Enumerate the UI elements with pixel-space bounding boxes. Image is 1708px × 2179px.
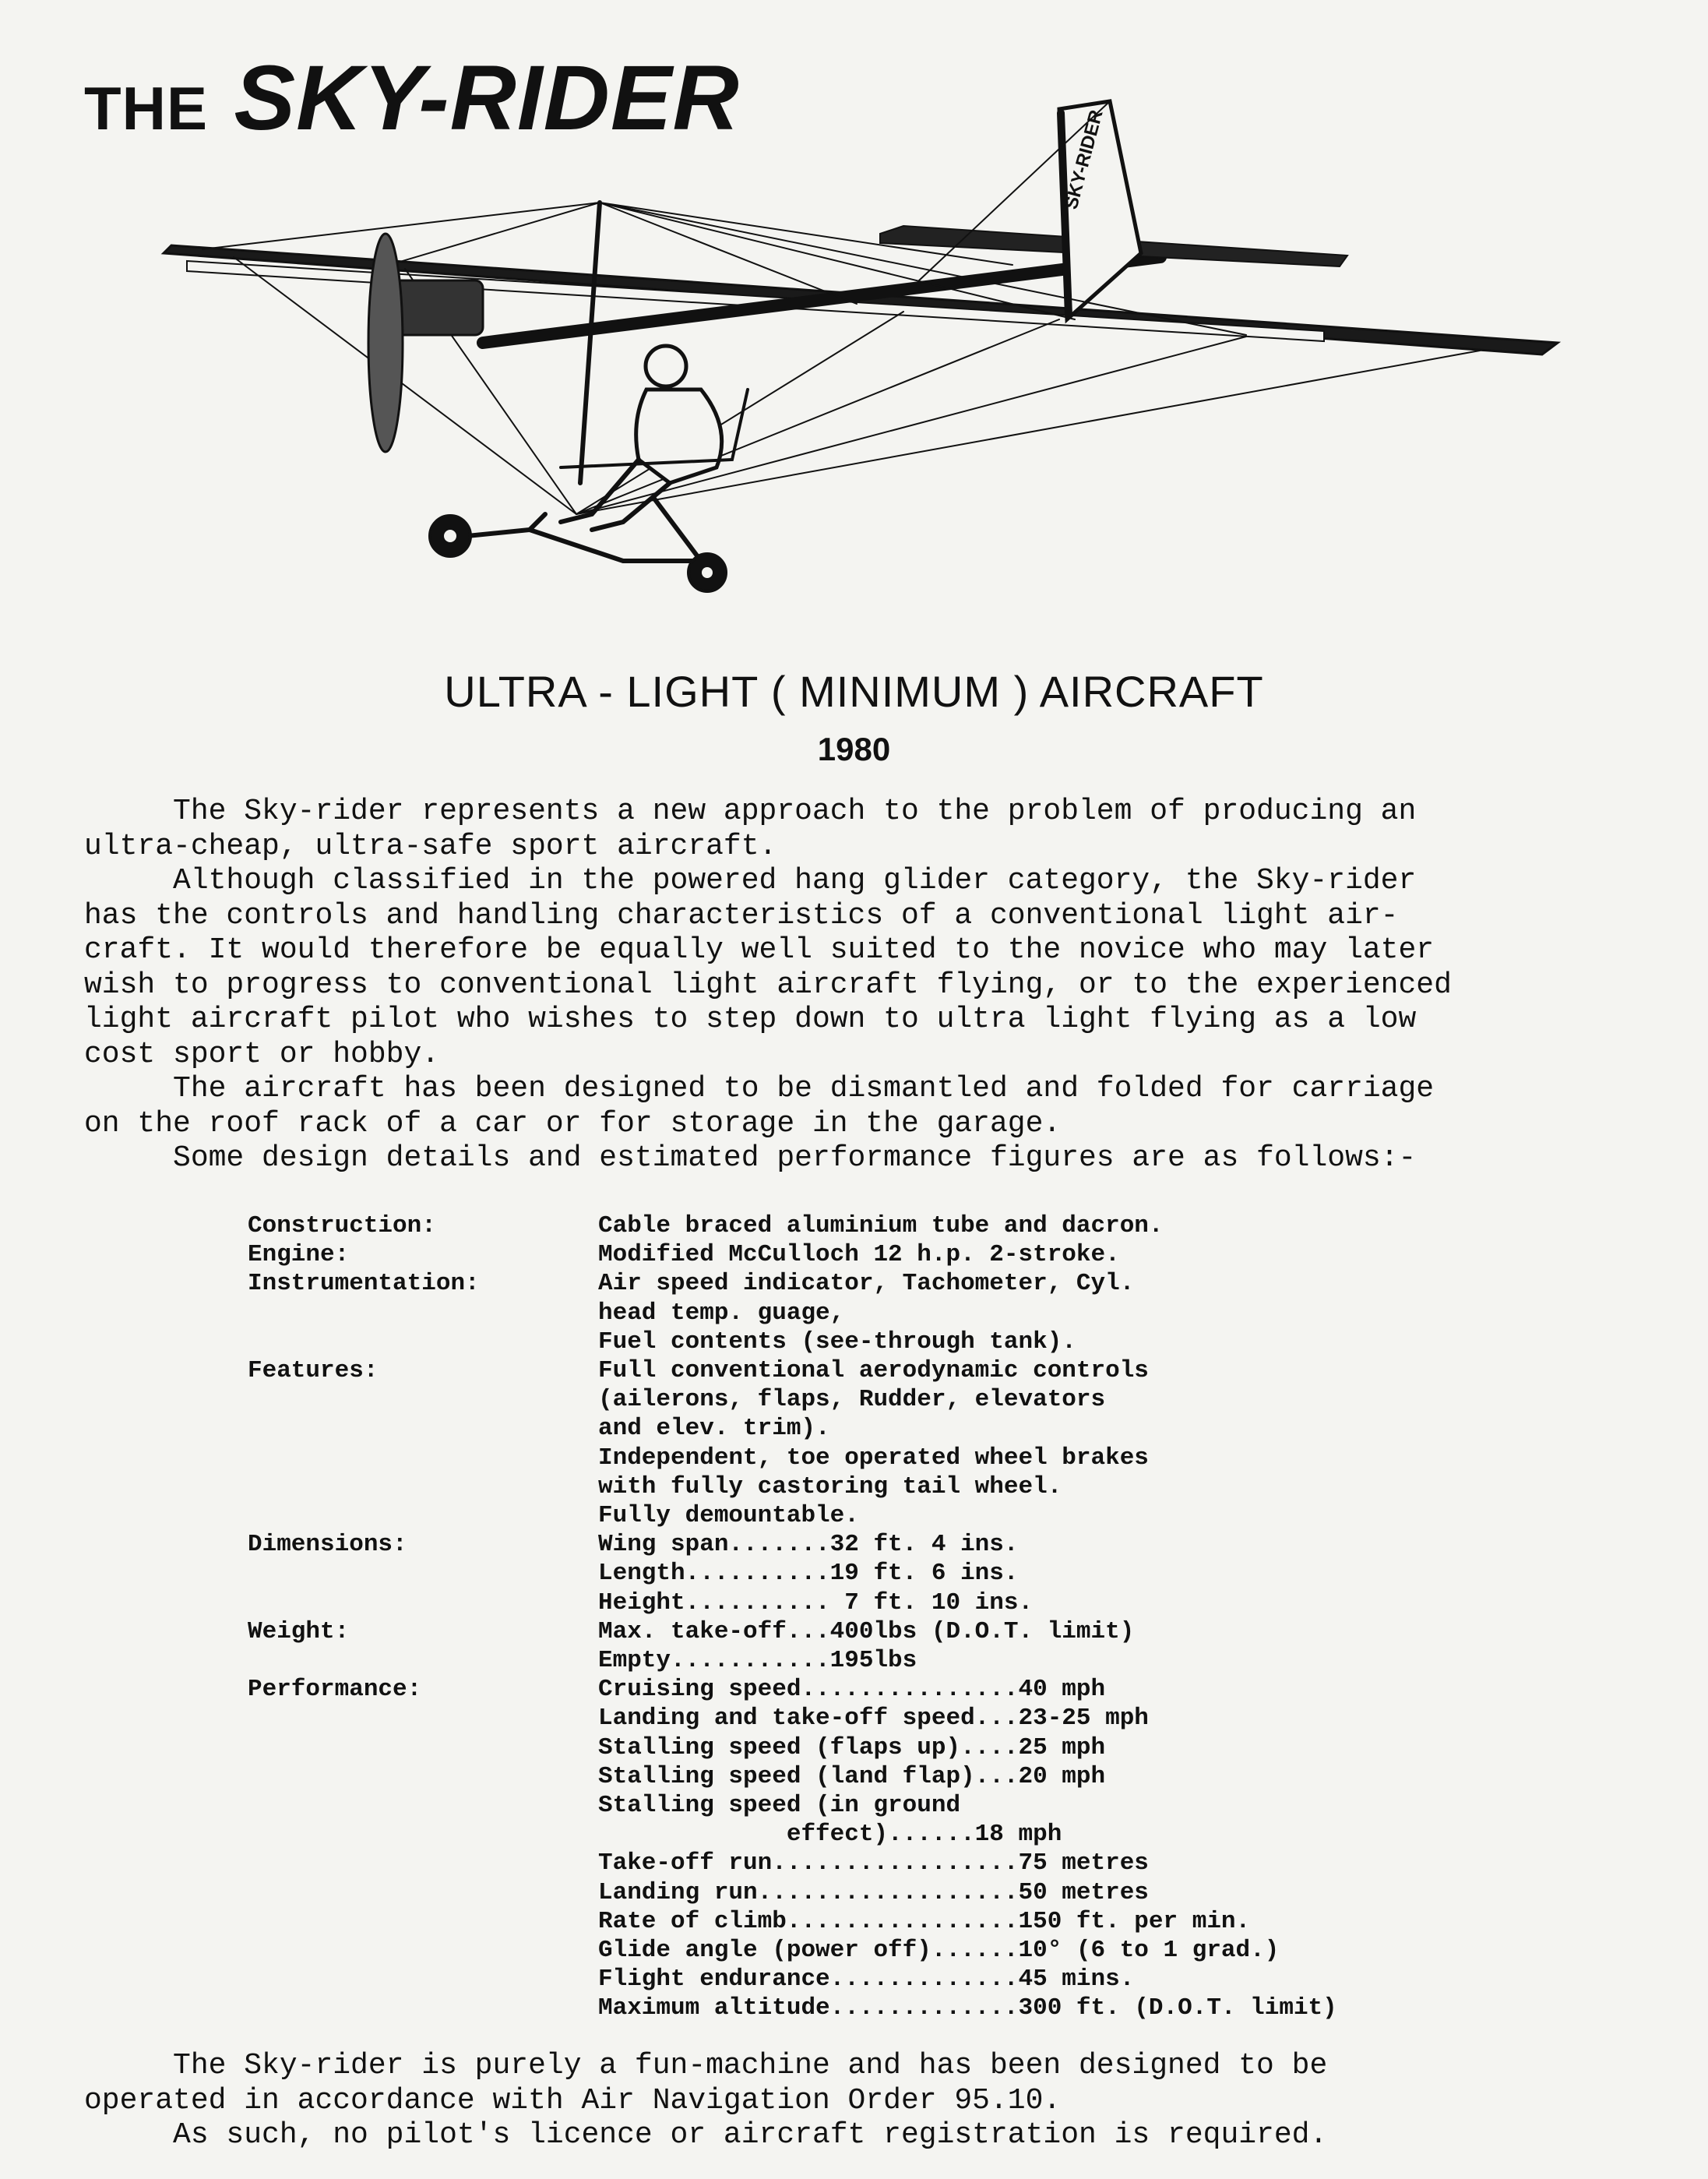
- closing-text: [84, 2049, 1665, 2153]
- undercarriage: [452, 499, 701, 561]
- year: 1980: [817, 731, 891, 767]
- spec-value: Modified McCulloch 12 h.p. 2-stroke.: [598, 1241, 1120, 1269]
- text-line: As such, no pilot's licence or aircraft registration is required.: [84, 2118, 1328, 2152]
- subtitle: ULTRA - LIGHT ( MINIMUM ) AIRCRAFT: [444, 667, 1264, 716]
- spec-value: Cruising speed...............40 mph: [598, 1676, 1106, 1704]
- text-line: light aircraft pilot who wishes to step down to ultra light flying as a low: [84, 1003, 1417, 1036]
- king-post: [580, 203, 600, 483]
- tail-lettering: SKY-RIDER: [1060, 108, 1108, 212]
- text-line: craft. It would therefore be equally well suited to the novice who may later: [84, 933, 1435, 967]
- pilot-body: [636, 390, 722, 483]
- spec-value: Wing span.......32 ft. 4 ins.: [598, 1531, 1019, 1559]
- text-line: The Sky-rider represents a new approach to the problem of producing an: [84, 795, 1417, 828]
- intro-text: [84, 795, 1665, 1176]
- spec-label: Weight:: [248, 1617, 350, 1645]
- spec-value: Fully demountable.: [598, 1502, 859, 1530]
- spec-row-engine: [248, 1240, 1494, 1269]
- tail-boom: [483, 257, 1160, 343]
- spec-row-instrumentation: [248, 1269, 1494, 1356]
- spec-label: Dimensions:: [248, 1531, 407, 1559]
- text-line: The aircraft has been designed to be dismantled and folded for carriage: [84, 1072, 1435, 1105]
- spec-row-dimensions: [248, 1530, 1494, 1617]
- spec-row-features: [248, 1356, 1494, 1530]
- text-line: Although classified in the powered hang glider category, the Sky-rider: [84, 864, 1417, 897]
- spec-label: Features:: [248, 1357, 379, 1385]
- spec-value: Max. take-off...400lbs (D.O.T. limit): [598, 1617, 1135, 1645]
- pilot-head: [646, 346, 686, 386]
- spec-value: Full conventional aerodynamic controls: [598, 1357, 1149, 1385]
- spec-value: Cable braced aluminium tube and dacron.: [598, 1212, 1164, 1239]
- spec-value: Stalling speed (flaps up)....25 mph: [598, 1733, 1106, 1761]
- spec-value: Fuel contents (see-through tank).: [598, 1327, 1076, 1356]
- propeller: [368, 234, 403, 452]
- spec-value: Independent, toe operated wheel brakes: [598, 1444, 1149, 1472]
- text-line: on the roof rack of a car or for storage in the garage.: [84, 1106, 1062, 1141]
- spec-value: Stalling speed (in ground: [598, 1792, 961, 1820]
- text-line: has the controls and handling characteristics of a conventional light air-: [84, 898, 1399, 933]
- aircraft-illustration: [156, 93, 1573, 608]
- spec-value: Empty...........195lbs: [598, 1647, 917, 1675]
- spec-table: [248, 1211, 1494, 2023]
- title-the: THE: [84, 74, 208, 143]
- spec-value: (ailerons, flaps, Rudder, elevators: [598, 1386, 1106, 1414]
- text-line: Some design details and estimated performance figures are as follows:-: [84, 1141, 1417, 1175]
- spec-value: Landing run..................50 metres: [598, 1878, 1149, 1906]
- spec-value: Rate of climb................150 ft. per min.: [598, 1907, 1251, 1935]
- spec-value: with fully castoring tail wheel.: [598, 1472, 1062, 1500]
- text-line: The Sky-rider is purely a fun-machine and has been designed to be: [84, 2049, 1328, 2082]
- spec-label: Construction:: [248, 1212, 436, 1239]
- spec-value: Maximum altitude.............300 ft. (D.O.T. limit): [598, 1994, 1337, 2022]
- spec-value: and elev. trim).: [598, 1415, 830, 1443]
- spec-value: Air speed indicator, Tachometer, Cyl.: [598, 1270, 1135, 1298]
- text-line: cost sport or hobby.: [84, 1037, 440, 1071]
- spec-value: Stalling speed (land flap)...20 mph: [598, 1762, 1106, 1790]
- spec-value: Height.......... 7 ft. 10 ins.: [598, 1588, 1034, 1617]
- spec-value: effect)......18 mph: [598, 1821, 1062, 1849]
- spec-value: Flight endurance.............45 mins.: [598, 1966, 1135, 1994]
- spec-row-weight: [248, 1617, 1494, 1675]
- text-line: operated in accordance with Air Navigation Order 95.10.: [84, 2083, 1062, 2117]
- spec-value: Take-off run.................75 metres: [598, 1849, 1149, 1878]
- spec-value: Landing and take-off speed...23-25 mph: [598, 1705, 1149, 1733]
- spec-value: Length..........19 ft. 6 ins.: [598, 1560, 1019, 1588]
- spec-value: head temp. guage,: [598, 1299, 845, 1327]
- text-line: ultra-cheap, ultra-safe sport aircraft.: [84, 829, 777, 863]
- spec-label: Performance:: [248, 1676, 422, 1704]
- spec-label: Instrumentation:: [248, 1270, 480, 1298]
- spec-label: Engine:: [248, 1241, 350, 1269]
- title-brand: SKY-RIDER: [234, 47, 740, 150]
- spec-value: Glide angle (power off)......10° (6 to 1 grad.): [598, 1937, 1280, 1965]
- spec-row-construction: [248, 1211, 1494, 1240]
- spec-row-performance: [248, 1675, 1494, 2022]
- text-line: wish to progress to conventional light aircraft flying, or to the experienced: [84, 968, 1452, 1002]
